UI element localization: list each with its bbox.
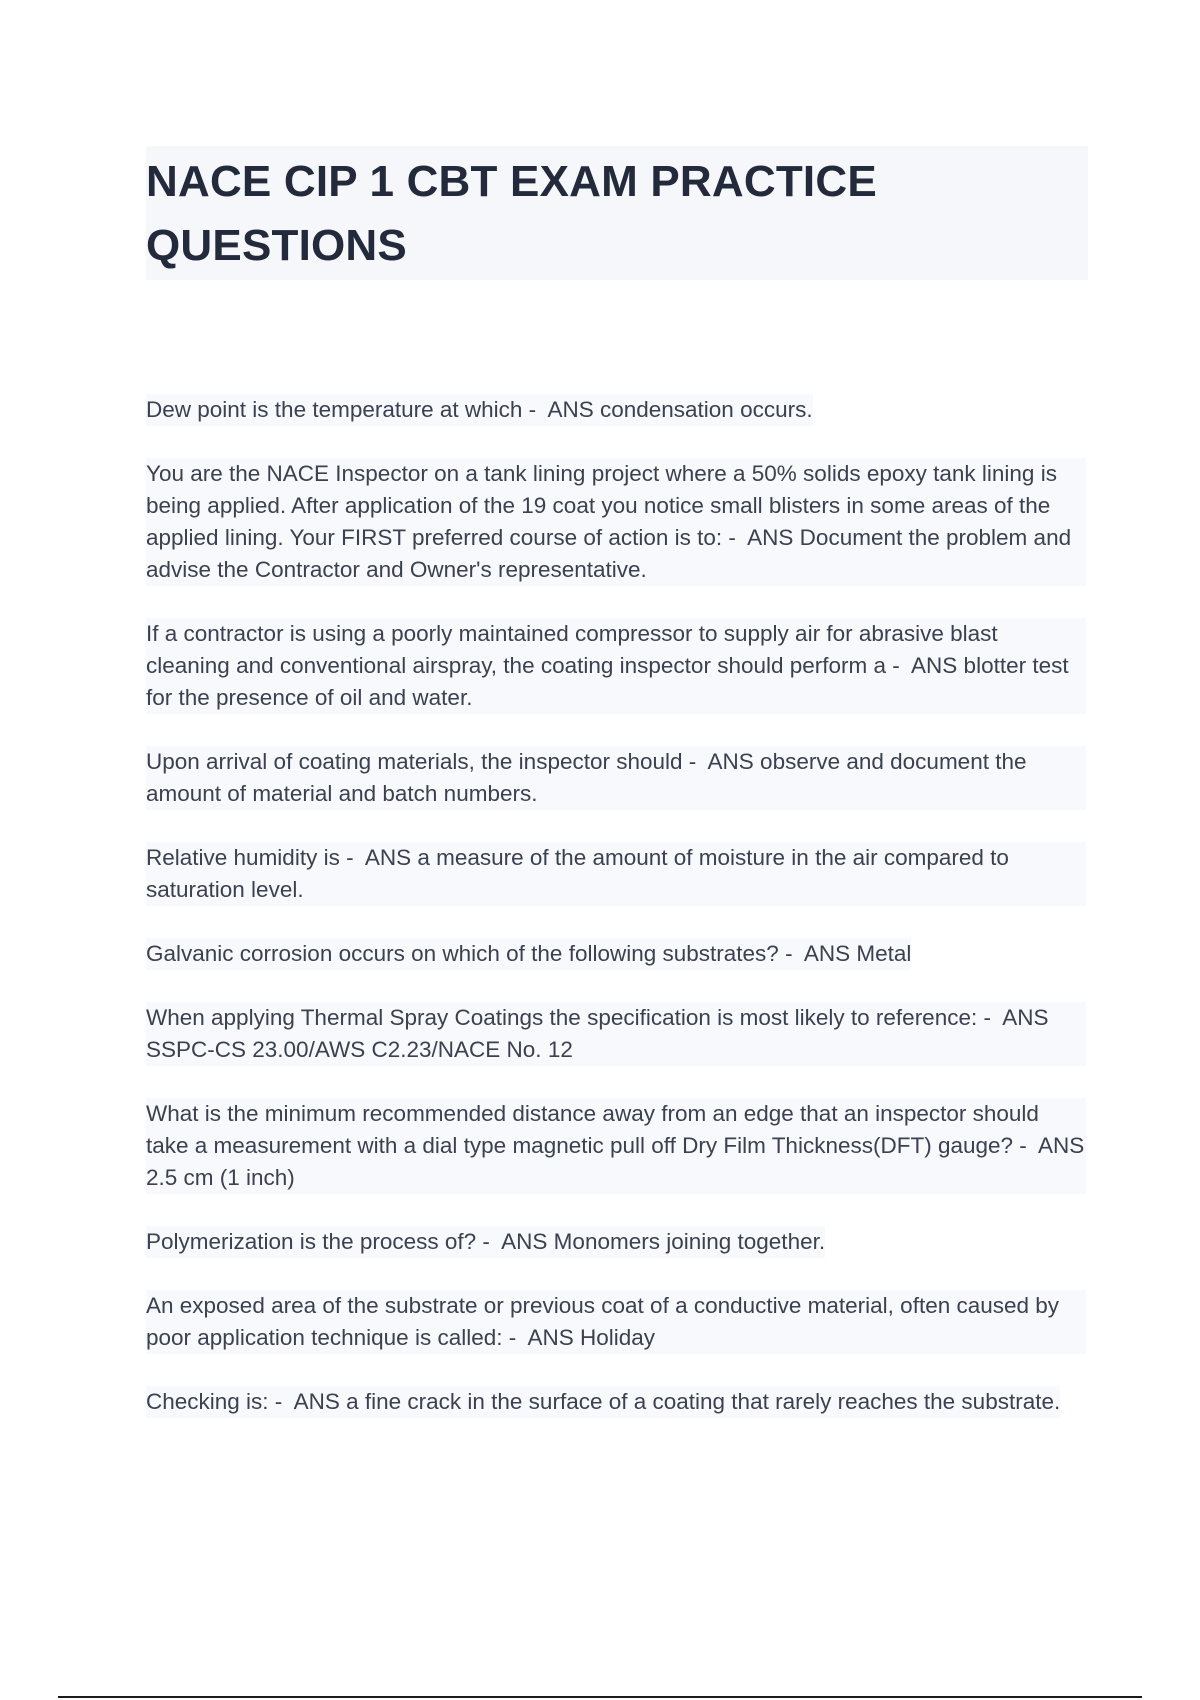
- answer-text: ANS Document the problem and advise the Contractor and Owner's representative.: [146, 525, 1072, 582]
- question-text: Checking is: -: [146, 1389, 289, 1414]
- list-item: [146, 1098, 1086, 1194]
- question-text: You are the NACE Inspector on a tank lining project where a 50% solids epoxy tank lining is being applied. After application of the 19 coat you notice small blisters in some areas of the applied lining. Your FIRST preferred course of action is to: -: [146, 461, 1057, 550]
- answer-text: ANS Monomers joining together.: [501, 1229, 826, 1254]
- page-title: NACE CIP 1 CBT EXAM PRACTICE QUESTIONS: [146, 157, 877, 270]
- list-item: [146, 842, 1086, 906]
- answer-text: ANS observe and document the amount of material and batch numbers.: [146, 749, 1027, 806]
- list-item: [146, 458, 1086, 586]
- question-text: Polymerization is the process of? -: [146, 1229, 497, 1254]
- answer-text: ANS Metal: [803, 941, 912, 966]
- question-text: If a contractor is using a poorly maintained compressor to supply air for abrasive blast cleaning and conventional airspray, the coating inspector should perform a -: [146, 621, 998, 678]
- answer-text: ANS blotter test for the presence of oil and water.: [146, 653, 1069, 710]
- answer-text: ANS condensation occurs.: [547, 397, 813, 422]
- question-text: Upon arrival of coating materials, the inspector should -: [146, 749, 703, 774]
- question-text: An exposed area of the substrate or previous coat of a conductive material, often caused by poor application technique is called: -: [146, 1293, 1060, 1350]
- answer-text: ANS a measure of the amount of moisture in the air compared to saturation level.: [146, 845, 1009, 902]
- list-item: [146, 618, 1086, 714]
- answer-text: ANS Holiday: [527, 1325, 656, 1350]
- question-text: Dew point is the temperature at which -: [146, 397, 543, 422]
- page-bottom-rule: [58, 1696, 1142, 1698]
- list-item: [146, 1002, 1086, 1066]
- question-text: Galvanic corrosion occurs on which of the following substrates? -: [146, 941, 799, 966]
- question-text: What is the minimum recommended distance away from an edge that an inspector should take a measurement with a dial type magnetic pull off Dry Film Thickness(DFT) gauge? -: [146, 1101, 1039, 1158]
- answer-text: ANS 2.5 cm (1 inch): [146, 1133, 1085, 1190]
- title-block: [146, 146, 1088, 280]
- question-text: Relative humidity is -: [146, 845, 360, 870]
- list-item: [146, 1290, 1086, 1354]
- question-text: When applying Thermal Spray Coatings the specification is most likely to reference: -: [146, 1005, 998, 1030]
- answer-text: ANS a fine crack in the surface of a coating that rarely reaches the substrate.: [293, 1389, 1061, 1414]
- list-item: [146, 1386, 1086, 1418]
- list-item: [146, 394, 1086, 426]
- list-item: [146, 938, 1086, 970]
- answer-text: ANS SSPC-CS 23.00/AWS C2.23/NACE No. 12: [146, 1005, 1049, 1062]
- qa-list: [146, 394, 1086, 1450]
- list-item: [146, 746, 1086, 810]
- list-item: [146, 1226, 1086, 1258]
